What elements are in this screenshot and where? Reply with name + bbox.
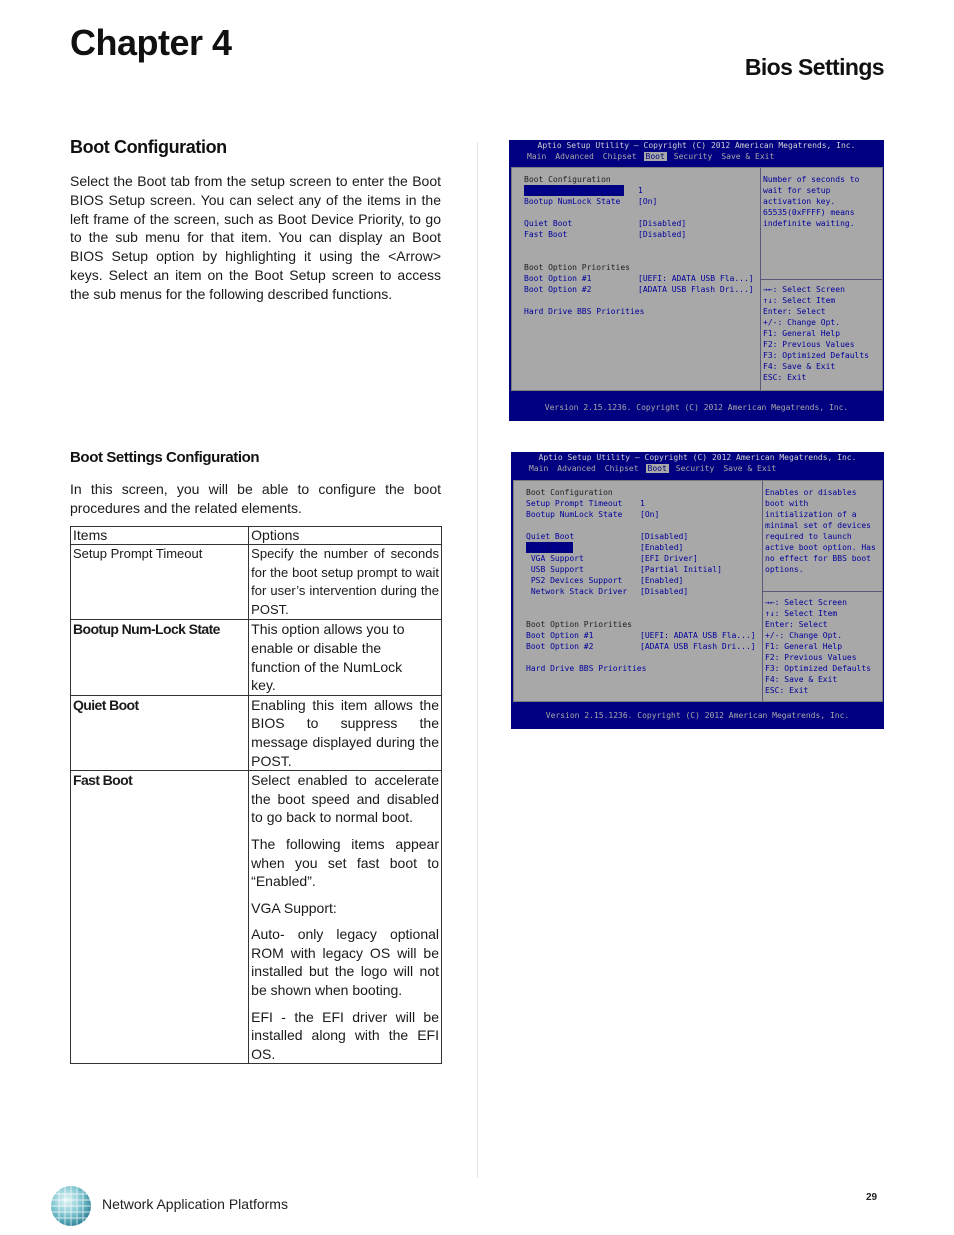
bios-setting-value[interactable]: [Disabled] <box>638 219 687 228</box>
bios-setting-label[interactable]: Boot Option #2 <box>524 285 592 294</box>
bios-setting-value[interactable]: [UEFI: ADATA USB Fla...] <box>640 631 756 640</box>
chapter-title: Chapter 4 <box>70 22 232 63</box>
bios-help-text: no effect for BBS boot <box>765 554 871 563</box>
table-row <box>71 620 442 695</box>
bios-key-hint: ESC: Exit <box>765 686 809 695</box>
bios-setting-value[interactable]: [Enabled] <box>640 576 684 585</box>
bios-setting-label: Boot Configuration <box>526 488 613 497</box>
bios-help-text: boot with <box>765 499 809 508</box>
bios-setting-label[interactable]: Quiet Boot <box>526 532 575 541</box>
bios-help-text: indefinite waiting. <box>763 219 855 228</box>
bios-key-hint: Enter: Select <box>763 307 826 316</box>
bios-setting-value[interactable]: [UEFI: ADATA USB Fla...] <box>638 274 754 283</box>
table-header-row <box>71 527 442 545</box>
bios-setting-label[interactable]: Setup Prompt Timeout <box>526 186 623 195</box>
bios-panel <box>511 167 883 391</box>
bios-tab[interactable]: Save & Exit <box>723 464 777 473</box>
bios-key-hint: Enter: Select <box>765 620 828 629</box>
bios-setting-value[interactable]: 1 <box>638 186 643 195</box>
item-cell: Setup Prompt Timeout <box>71 545 249 620</box>
bios-tab[interactable]: Security <box>673 152 713 161</box>
bios-help-divider <box>760 279 882 280</box>
bios-key-hint: →←: Select Screen <box>765 598 847 607</box>
bios-help-text: options. <box>765 565 804 574</box>
bios-help-text: Enables or disables <box>765 488 857 497</box>
bios-setting-label[interactable]: Fast Boot <box>528 543 572 552</box>
section-title: Bios Settings <box>744 54 884 80</box>
option-text: Specify the number of seconds for the boot setup prompt to wait for user’s intervention during the POST. <box>251 546 439 617</box>
bios-key-hint: +/-: Change Opt. <box>765 631 843 640</box>
bios-setting-value[interactable]: [Disabled] <box>638 230 687 239</box>
globe-logo-icon <box>49 1184 93 1228</box>
bios-setting-value[interactable]: [On] <box>640 510 660 519</box>
bios-key-hint: F2: Previous Values <box>763 340 855 349</box>
bios-tab[interactable]: Advanced <box>555 152 594 161</box>
bios-version: Version 2.15.1236. Copyright (C) 2012 American Megatrends, Inc. <box>545 711 850 720</box>
bios-tab-bar <box>525 152 781 161</box>
bios-setting-label[interactable]: Network Stack Driver <box>526 587 628 596</box>
bios-setting-value[interactable]: [ADATA USB Flash Dri...] <box>640 642 756 651</box>
option-text: Select enabled to accelerate the boot speed and disabled to go back to normal boot. <box>251 772 439 826</box>
bios-setting-value[interactable]: [Disabled] <box>640 587 689 596</box>
bios-setting-label[interactable]: VGA Support <box>526 554 584 563</box>
bios-setting-label[interactable]: Boot Option #1 <box>526 631 594 640</box>
items-header: Items <box>71 527 249 545</box>
table-row <box>71 695 442 770</box>
option-text: Auto- only legacy optional ROM with legacy OS will be installed but the logo will not be shown when booting. <box>251 926 439 999</box>
bios-setting-value[interactable]: [Partial Initial] <box>640 565 722 574</box>
boot-configuration-text: Select the Boot tab from the setup screen to enter the Boot BIOS Setup screen. You can select any of the items in the left frame of the screen, such as Boot Device Priority, to go to the sub menu for that item. You can display an Boot BIOS Setup option by highlighting it using the <Arrow> keys. Select an item on the Boot Setup screen to access the sub menus for the following described functions. <box>70 173 441 302</box>
bios-screenshot-boot <box>509 140 884 421</box>
bios-key-hint: →←: Select Screen <box>763 285 845 294</box>
table-row <box>71 771 442 1064</box>
bios-tab[interactable]: Boot <box>645 152 665 161</box>
bios-tab[interactable]: Boot <box>647 464 667 473</box>
bios-key-hint: F4: Save & Exit <box>763 362 836 371</box>
bios-setting-label[interactable]: Hard Drive BBS Priorities <box>524 307 645 316</box>
option-text: The following items appear when you set fast boot to “Enabled”. <box>251 835 439 890</box>
column-divider <box>477 142 478 1178</box>
bios-setting-label[interactable]: Bootup NumLock State <box>524 197 621 206</box>
boot-settings-text: In this screen, you will be able to configure the boot procedures and the related elements. <box>70 481 441 516</box>
bios-help-text: initialization of a <box>765 510 857 519</box>
bios-tab[interactable]: Save & Exit <box>721 152 775 161</box>
bios-panel <box>513 480 883 702</box>
bios-key-hint: F3: Optimized Defaults <box>763 351 869 360</box>
bios-help-text: 65535(0xFFFF) means <box>763 208 855 217</box>
item-cell: Fast Boot <box>71 771 249 1064</box>
bios-key-hint: F1: General Help <box>763 329 841 338</box>
bios-key-hint: ↑↓: Select Item <box>763 296 836 305</box>
options-header: Options <box>249 527 442 545</box>
bios-key-hint: F1: General Help <box>765 642 843 651</box>
bios-key-hint: ↑↓: Select Item <box>765 609 838 618</box>
bios-help-text: wait for setup <box>763 186 831 195</box>
page-number: 29 <box>866 1192 878 1203</box>
bios-help-text: Number of seconds to <box>763 175 860 184</box>
bios-help-text: minimal set of devices <box>765 521 871 530</box>
bios-title: Aptio Setup Utility – Copyright (C) 2012 American Megatrends, Inc. <box>537 141 856 150</box>
bios-help-text: active boot option. Has <box>765 543 876 552</box>
bios-tab[interactable]: Security <box>675 464 715 473</box>
option-text: This option allows you to enable or disable the function of the NumLock key. <box>251 621 405 694</box>
bios-setting-value[interactable]: [Disabled] <box>640 532 689 541</box>
boot-settings-heading: Boot Settings Configuration <box>70 449 260 466</box>
bios-setting-value[interactable]: [On] <box>638 197 658 206</box>
bios-setting-label[interactable]: USB Support <box>526 565 584 574</box>
bios-setting-value[interactable]: [ADATA USB Flash Dri...] <box>638 285 754 294</box>
bios-help-text: activation key. <box>763 197 836 206</box>
table-row <box>71 545 442 620</box>
bios-key-hint: F4: Save & Exit <box>765 675 838 684</box>
bios-version: Version 2.15.1236. Copyright (C) 2012 American Megatrends, Inc. <box>544 403 849 412</box>
bios-setting-label: Boot Option Priorities <box>524 263 630 272</box>
bios-setting-label[interactable]: Boot Option #1 <box>524 274 592 283</box>
bios-setting-label[interactable]: Quiet Boot <box>524 219 573 228</box>
bios-help-text: required to launch <box>765 532 852 541</box>
bios-setting-label: Boot Option Priorities <box>526 620 632 629</box>
bios-setting-label[interactable]: Bootup NumLock State <box>526 510 623 519</box>
bios-setting-label[interactable]: Boot Option #2 <box>526 642 594 651</box>
bios-setting-label[interactable]: PS2 Devices Support <box>526 576 623 585</box>
bios-key-hint: F2: Previous Values <box>765 653 857 662</box>
bios-setting-value[interactable]: [Enabled] <box>640 543 684 552</box>
bios-setting-label[interactable]: Fast Boot <box>524 230 568 239</box>
bios-tab[interactable]: Advanced <box>557 464 596 473</box>
bios-key-hint: ESC: Exit <box>763 373 807 382</box>
bios-help-divider <box>762 591 882 592</box>
bios-tab[interactable]: Main <box>529 464 549 473</box>
bios-key-hint: +/-: Change Opt. <box>763 318 841 327</box>
bios-screenshot-boot-fast <box>511 452 884 729</box>
options-cell <box>249 695 442 770</box>
item-cell: Quiet Boot <box>71 695 249 770</box>
options-cell <box>249 545 442 620</box>
bios-setting-label: Boot Configuration <box>524 175 611 184</box>
bios-setting-value[interactable]: 1 <box>640 499 645 508</box>
bios-tab-bar <box>527 464 783 473</box>
footer-text: Network Application Platforms <box>102 1196 288 1212</box>
option-text: Enabling this item allows the BIOS to suppress the message displayed during the POST. <box>251 696 439 769</box>
bios-tab[interactable]: Chipset <box>602 152 637 161</box>
bios-title: Aptio Setup Utility – Copyright (C) 2012 American Megatrends, Inc. <box>538 453 857 462</box>
options-table <box>70 526 442 1064</box>
bios-setting-label[interactable]: Setup Prompt Timeout <box>526 499 623 508</box>
bios-key-hint: F3: Optimized Defaults <box>765 664 871 673</box>
bios-setting-value[interactable]: [EFI Driver] <box>640 554 698 563</box>
options-cell <box>249 620 442 695</box>
option-text: VGA Support: <box>251 899 337 916</box>
bios-tab[interactable]: Chipset <box>604 464 639 473</box>
bios-setting-label[interactable]: Hard Drive BBS Priorities <box>526 664 647 673</box>
boot-configuration-heading: Boot Configuration <box>70 137 227 157</box>
options-cell <box>249 771 442 1064</box>
item-cell: Bootup Num-Lock State <box>71 620 249 695</box>
option-text: EFI - the EFI driver will be installed along with the EFI OS. <box>251 1008 439 1062</box>
bios-tab[interactable]: Main <box>527 152 547 161</box>
